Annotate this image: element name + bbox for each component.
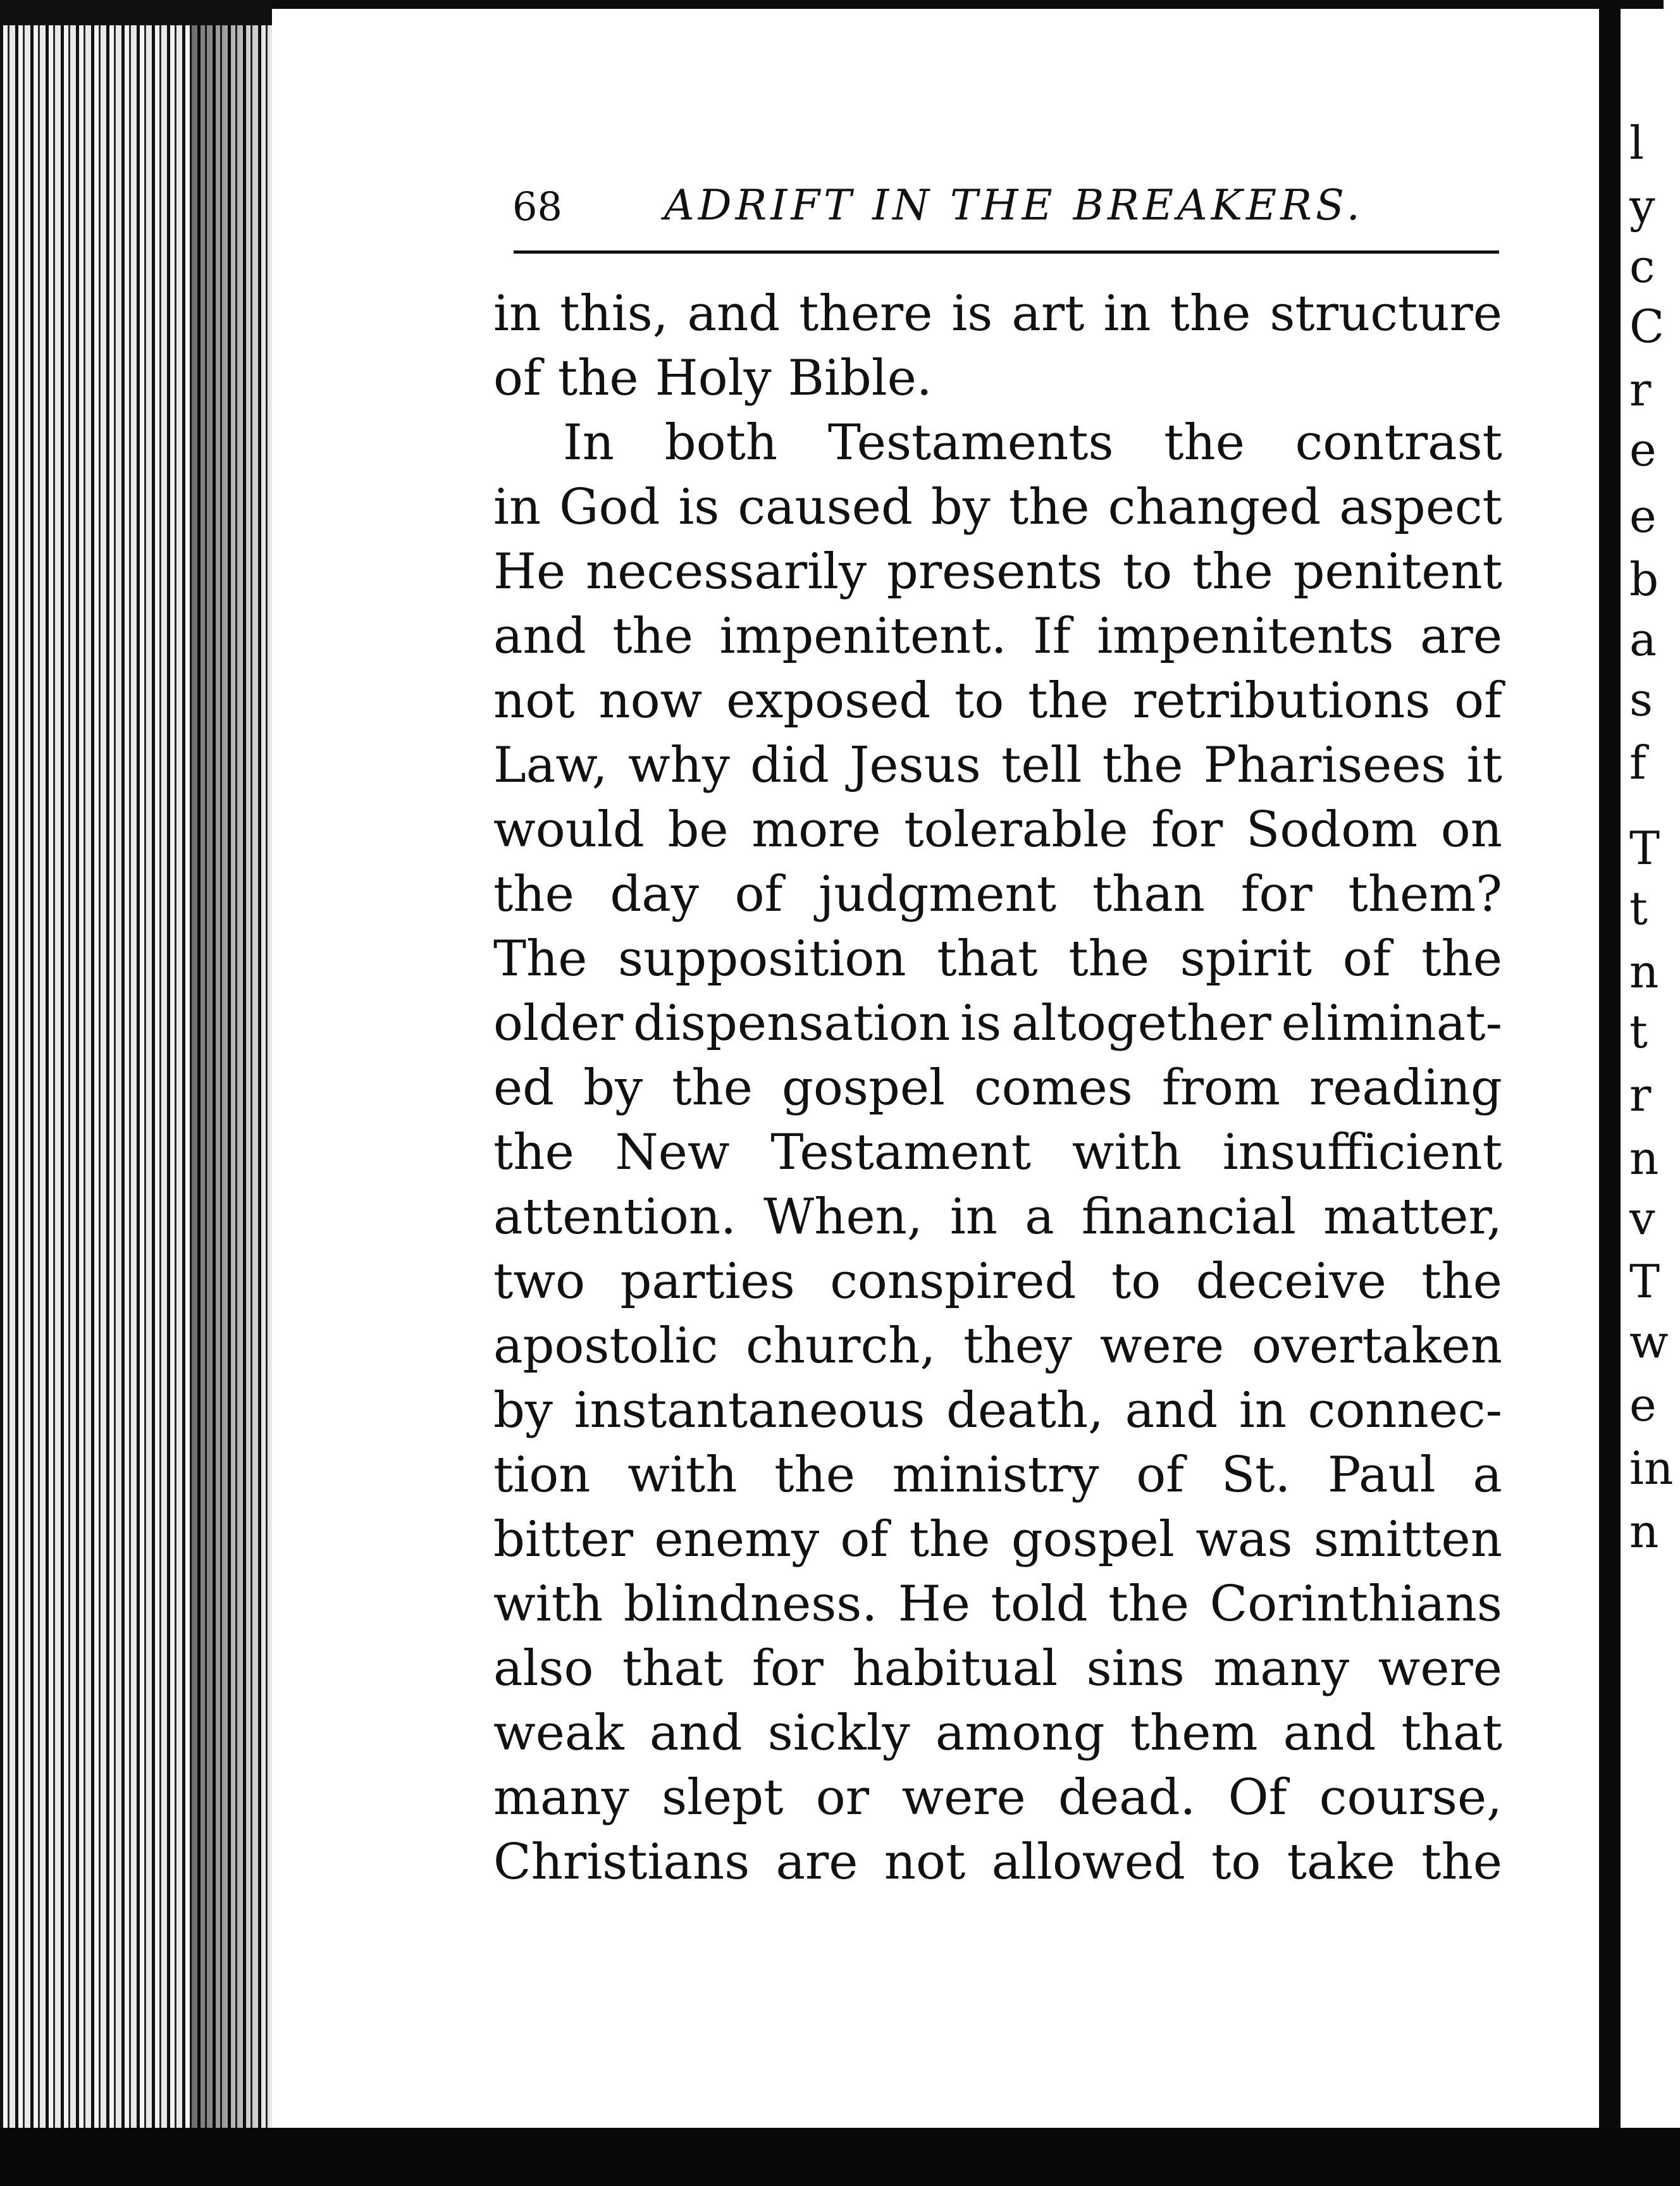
text-line: He necessarily presents to the penitent — [493, 543, 1502, 600]
facing-page-fragment: t — [1629, 1005, 1648, 1058]
text-line: older dispensation is altogether eliminat- — [493, 995, 1502, 1052]
text-line: apostolic church, they were overtaken — [493, 1318, 1502, 1374]
text-line: ed by the gospel comes from reading — [493, 1059, 1502, 1116]
facing-page-fragment: n — [1629, 1132, 1659, 1185]
page-number: 68 — [512, 183, 562, 230]
facing-page-fragment: b — [1629, 553, 1659, 606]
facing-page-fragment: v — [1629, 1192, 1655, 1245]
text-line: many slept or were dead. Of course, — [493, 1769, 1502, 1826]
page-bottom-edge — [0, 2128, 1680, 2186]
facing-page-fragment: C — [1629, 300, 1665, 353]
text-line: the New Testament with insufficient — [493, 1124, 1502, 1181]
facing-page-fragment: in — [1629, 1442, 1674, 1495]
facing-page-fragment: n — [1629, 945, 1659, 998]
text-line: with blindness. He told the Corinthians — [493, 1576, 1502, 1633]
fore-edge-shadow — [190, 0, 272, 2186]
facing-page-fragment: T — [1629, 1255, 1660, 1308]
facing-page-fragment: l — [1629, 116, 1645, 170]
text-line: The supposition that the spirit of the — [493, 930, 1502, 987]
text-line: Christians are not allowed to take the — [493, 1834, 1502, 1891]
text-line: also that for habitual sins many were — [493, 1640, 1502, 1697]
page-top-edge — [272, 0, 1664, 9]
text-line: attention. When, in a financial matter, — [493, 1189, 1502, 1245]
text-line: would be more tolerable for Sodom on — [493, 801, 1502, 858]
facing-page-fragment: T — [1629, 822, 1660, 875]
facing-page-fragment: f — [1629, 736, 1646, 789]
facing-page-fragment: r — [1629, 363, 1652, 416]
facing-page-fragment: s — [1629, 673, 1653, 726]
facing-page-fragment: e — [1629, 1378, 1657, 1431]
text-line: in this, and there is art in the structure — [493, 285, 1502, 342]
text-line: the day of judgment than for them? — [493, 866, 1502, 923]
text-line: not now exposed to the retributions of — [493, 672, 1502, 729]
text-line: In both Testaments the contrast — [563, 414, 1502, 471]
facing-page-fragment: a — [1629, 613, 1657, 666]
fore-edge-top-shadow — [0, 0, 272, 25]
facing-page-fragment: e — [1629, 490, 1657, 543]
facing-page-fragment: w — [1629, 1315, 1669, 1368]
text-line: tion with the ministry of St. Paul a — [493, 1447, 1502, 1504]
body-text — [493, 281, 1502, 1894]
book-gutter — [1599, 0, 1621, 2186]
text-line: two parties conspired to deceive the — [493, 1253, 1502, 1310]
text-line: in God is caused by the changed aspect — [493, 479, 1502, 536]
text-line: and the impenitent. If impenitents are — [493, 608, 1502, 665]
facing-page-fragment: y — [1629, 180, 1655, 233]
facing-page-fragment: t — [1629, 882, 1648, 935]
facing-page-fragment: e — [1629, 423, 1657, 476]
page-header — [512, 177, 1499, 234]
text-line: Law, why did Jesus tell the Pharisees it — [493, 737, 1502, 794]
facing-page-fragment: r — [1629, 1068, 1652, 1121]
facing-page-fragment: c — [1629, 240, 1655, 293]
facing-page-edge — [1621, 25, 1680, 2128]
text-line: of the Holy Bible. — [493, 350, 932, 407]
facing-page-fragment: n — [1629, 1505, 1659, 1558]
text-line: weak and sickly among them and that — [493, 1705, 1502, 1762]
header-rule — [514, 250, 1499, 254]
text-line: bitter enemy of the gospel was smitten — [493, 1511, 1502, 1568]
running-head: ADRIFT IN THE BREAKERS. — [664, 181, 1364, 230]
text-line: by instantaneous death, and in connec- — [493, 1382, 1502, 1439]
